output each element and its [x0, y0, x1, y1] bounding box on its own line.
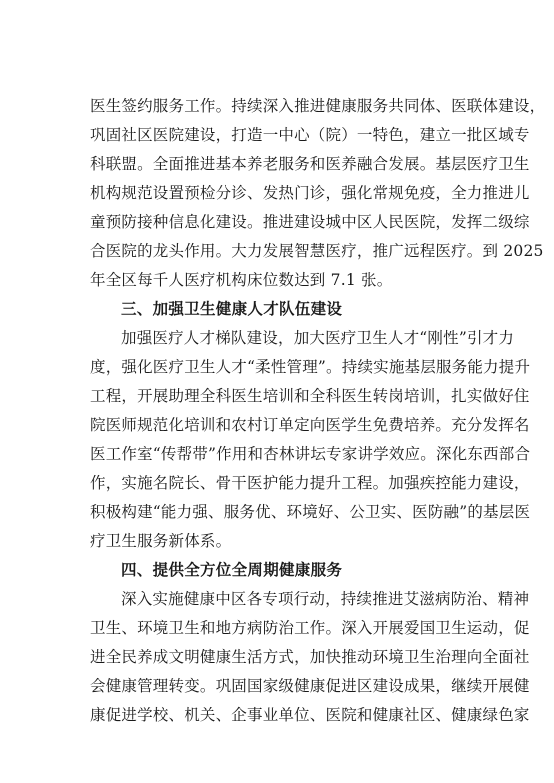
- paragraph-primary-care: [90, 92, 546, 295]
- text-line: 积极构建“能力强、服务优、环境好、公卫实、医防融”的基层医: [90, 503, 531, 521]
- text-line: 院医师规范化培训和农村订单定向医学生免费培养。充分发挥名: [90, 416, 530, 434]
- text-line: 康促进学校、机关、企事业单位、医院和健康社区、健康绿色家: [90, 706, 530, 724]
- section-heading-talent: 三、加强卫生健康人才队伍建设: [121, 300, 343, 318]
- text-line: 加强医疗人才梯队建设，加大医疗卫生人才“刚性”引才力: [121, 329, 515, 347]
- text-line: 合医院的龙头作用。大力发展智慧医疗，推广远程医疗。到 2025: [90, 242, 544, 260]
- text-line: 度，强化医疗卫生人才“柔性管理”。持续实施基层服务能力提升: [90, 358, 531, 376]
- text-line: 疗卫生服务新体系。: [90, 532, 232, 550]
- text-line: 卫生、环境卫生和地方病防治工作。深入开展爱国卫生运动，促: [90, 619, 530, 637]
- paragraph-talent: [90, 324, 531, 556]
- text-line: 医工作室“传帮带”作用和杏林讲坛专家讲学效应。深化东西部合: [90, 445, 531, 463]
- text-line: 机构规范设置预检分诊、发热门诊，强化常规免疫，全力推进儿: [90, 184, 530, 202]
- section-heading-health-services: 四、提供全方位全周期健康服务: [121, 561, 343, 579]
- text-line: 作，实施名院长、骨干医护能力提升工程。加强疾控能力建设，: [90, 474, 530, 492]
- document-body: [90, 92, 546, 730]
- text-line: 童预防接种信息化建设。推进建设城中区人民医院，发挥二级综: [90, 213, 530, 231]
- text-line: 医生签约服务工作。持续深入推进健康服务共同体、医联体建设，: [90, 97, 546, 115]
- text-line: 工程，开展助理全科医生培训和全科医生转岗培训，扎实做好住: [90, 387, 530, 405]
- text-line: 深入实施健康中区各专项行动，持续推进艾滋病防治、精神: [121, 590, 530, 608]
- text-line: 巩固社区医院建设，打造一中心（院）一特色，建立一批区域专: [90, 126, 530, 144]
- paragraph-health-services: [90, 585, 530, 730]
- text-line: 年全区每千人医疗机构床位数达到 7.1 张。: [90, 271, 393, 289]
- text-line: 科联盟。全面推进基本养老服务和医养融合发展。基层医疗卫生: [90, 155, 530, 173]
- text-line: 进全民养成文明健康生活方式，加快推动环境卫生治理向全面社: [90, 648, 530, 666]
- text-line: 会健康管理转变。巩固国家级健康促进区建设成果，继续开展健: [90, 677, 530, 695]
